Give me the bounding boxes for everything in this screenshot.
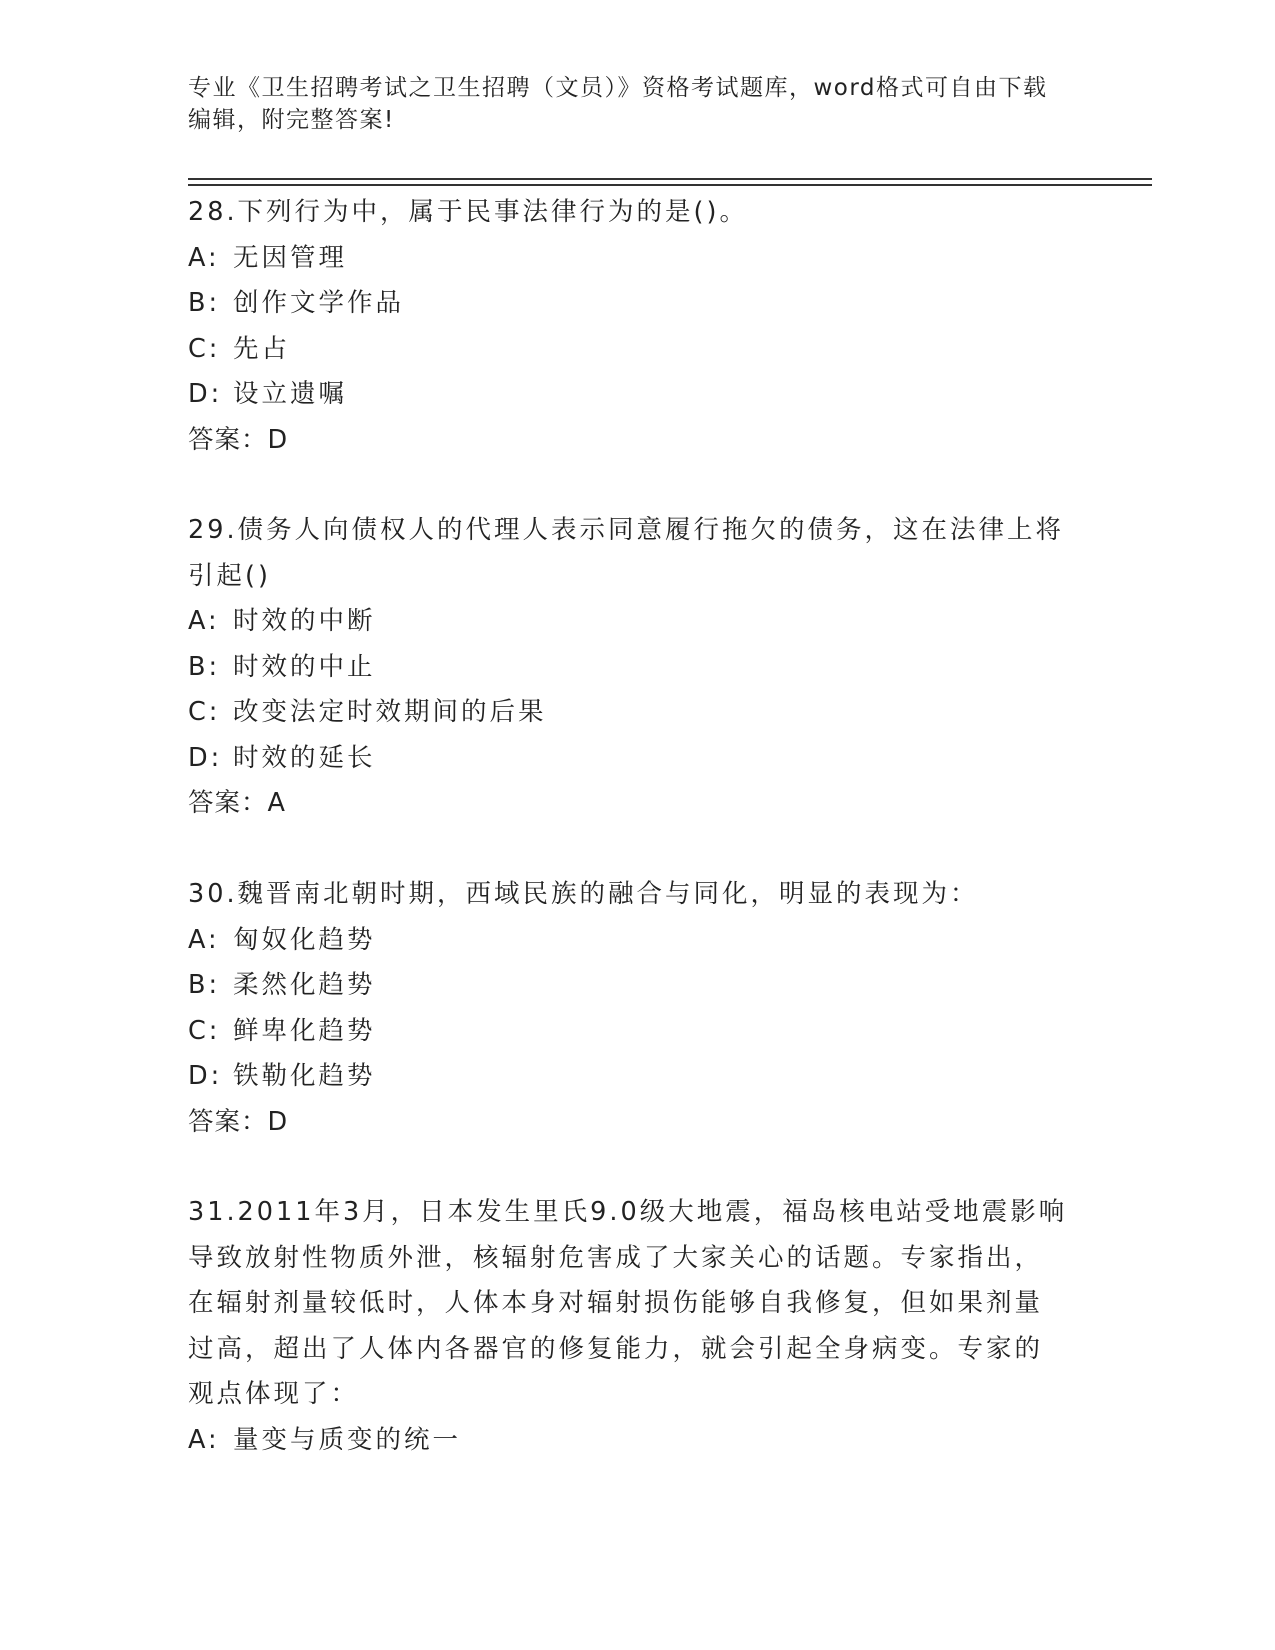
option-letter: A:	[188, 606, 220, 636]
option-d	[188, 372, 1088, 418]
option-letter: C:	[188, 1015, 221, 1046]
question-stem-line-2: 引起()	[188, 560, 271, 591]
option-a	[188, 236, 1088, 282]
question-stem-line-1: 29.债务人向债权人的代理人表示同意履行拖欠的债务，这在法律上将	[188, 515, 1065, 545]
option-text: 设立遗嘱	[233, 379, 348, 409]
option-letter: A:	[188, 242, 220, 273]
answer-value: D	[267, 1106, 291, 1137]
header-line-1: 专业《卫生招聘考试之卫生招聘（文员）》资格考试题库，word格式可自由下载	[188, 75, 1048, 101]
answer-line	[188, 781, 1088, 827]
option-a	[188, 918, 1088, 964]
question-31	[188, 1190, 1088, 1463]
option-text: 无因管理	[233, 242, 348, 273]
answer-label: 答案：	[188, 1106, 268, 1137]
option-letter: C:	[188, 333, 221, 364]
option-b	[188, 963, 1088, 1009]
option-letter: D:	[188, 1061, 223, 1091]
option-text: 鲜卑化趋势	[233, 1015, 376, 1046]
option-c	[188, 1009, 1088, 1055]
option-text: 量变与质变的统一	[233, 1424, 462, 1455]
option-c	[188, 327, 1088, 373]
question-28	[188, 190, 1088, 463]
answer-label: 答案：	[188, 788, 268, 818]
option-letter: D:	[188, 742, 223, 773]
answer-label: 答案：	[188, 424, 268, 455]
option-text: 时效的延长	[233, 742, 376, 773]
option-text: 时效的中断	[233, 606, 376, 636]
question-stem: 28.下列行为中，属于民事法律行为的是()。	[188, 197, 748, 227]
option-b	[188, 645, 1088, 691]
option-a	[188, 599, 1088, 645]
option-text: 创作文学作品	[233, 288, 405, 318]
option-text: 时效的中止	[233, 651, 376, 682]
option-letter: B:	[188, 970, 221, 1000]
option-text: 柔然化趋势	[233, 970, 376, 1000]
question-29	[188, 508, 1088, 827]
option-letter: A:	[188, 1424, 220, 1455]
question-stem-line-2: 导致放射性物质外泄，核辐射危害成了大家关心的话题。专家指出，	[188, 1242, 1044, 1273]
option-c	[188, 690, 1088, 736]
header-line-2: 编辑，附完整答案!	[188, 107, 395, 133]
option-d	[188, 1054, 1088, 1100]
option-text: 匈奴化趋势	[233, 924, 376, 955]
question-stem-line-1: 31.2011年3月，日本发生里氏9.0级大地震，福岛核电站受地震影响	[188, 1197, 1068, 1227]
option-letter: B:	[188, 288, 221, 318]
question-stem-line-4: 过高，超出了人体内各器官的修复能力，就会引起全身病变。专家的	[188, 1333, 1044, 1364]
answer-value: D	[267, 424, 291, 455]
header-divider-bottom	[188, 184, 1152, 186]
option-letter: A:	[188, 924, 220, 955]
answer-line	[188, 1100, 1088, 1146]
question-30	[188, 872, 1088, 1145]
question-stem-line-5: 观点体现了：	[188, 1379, 360, 1409]
option-letter: C:	[188, 697, 221, 727]
document-header	[188, 72, 1088, 136]
answer-line	[188, 418, 1088, 464]
answer-value: A	[267, 788, 288, 818]
option-d	[188, 736, 1088, 782]
option-text: 先占	[233, 333, 291, 364]
question-stem-line-3: 在辐射剂量较低时，人体本身对辐射损伤能够自我修复，但如果剂量	[188, 1288, 1044, 1318]
option-a	[188, 1418, 1088, 1464]
option-text: 改变法定时效期间的后果	[233, 697, 547, 727]
option-text: 铁勒化趋势	[233, 1061, 376, 1091]
header-divider-top	[188, 178, 1152, 180]
option-b	[188, 281, 1088, 327]
question-stem: 30.魏晋南北朝时期，西域民族的融合与同化，明显的表现为：	[188, 879, 979, 909]
option-letter: D:	[188, 379, 223, 409]
option-letter: B:	[188, 651, 221, 682]
